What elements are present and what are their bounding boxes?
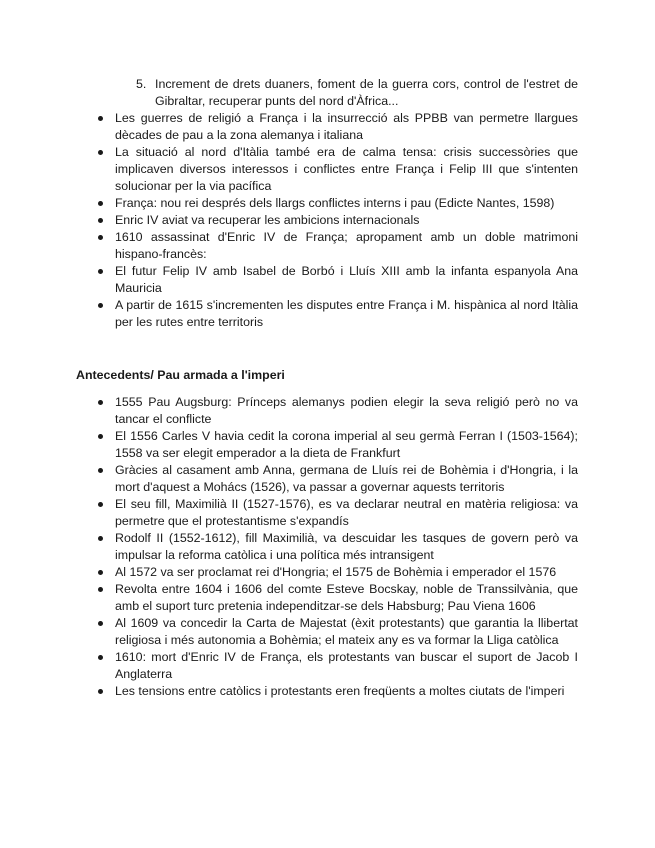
list-item-text: La situació al nord d'Itàlia també era de calma tensa: crisis successòries que implicaven diversos interessos i conflictes entre França i Felip III que s'intenten solucionar per la via pacífica xyxy=(115,145,578,193)
bullet-icon xyxy=(98,655,103,660)
list-item xyxy=(95,263,578,297)
list-item xyxy=(95,144,578,195)
list-item xyxy=(95,649,578,683)
list-item-text: Rodolf II (1552-1612), fill Maximilià, va descuidar les tasques de govern però va impulsar la reforma catòlica i una política més intransigent xyxy=(115,531,578,562)
list-item-text: El futur Felip IV amb Isabel de Borbó i Lluís XIII amb la infanta espanyola Ana Mauricia xyxy=(115,264,578,295)
list-item-text: França: nou rei després dels llargs conflictes interns i pau (Edicte Nantes, 1598) xyxy=(115,196,555,210)
list-item xyxy=(95,212,578,229)
bullet-list-first xyxy=(95,110,578,331)
bullet-icon xyxy=(98,235,103,240)
bullet-icon xyxy=(98,570,103,575)
numbered-list-item xyxy=(136,76,578,110)
bullet-icon xyxy=(98,303,103,308)
list-item xyxy=(95,462,578,496)
list-item-text: Al 1572 va ser proclamat rei d'Hongria; el 1575 de Bohèmia i emperador el 1576 xyxy=(115,565,557,579)
bullet-list-second xyxy=(95,394,578,700)
list-item xyxy=(95,683,578,700)
list-item-text: Les tensions entre catòlics i protestants eren freqüents a moltes ciutats de l'imperi xyxy=(115,684,565,698)
list-item-text: Increment de drets duaners, foment de la guerra cors, control de l'estret de Gibraltar, recuperar punts del nord d'Àfrica... xyxy=(155,77,578,108)
list-item-text: El 1556 Carles V havia cedit la corona imperial al seu germà Ferran I (1503-1564); 1558 va ser elegit emperador a la dieta de Frankfurt xyxy=(115,429,578,460)
bullet-icon xyxy=(98,150,103,155)
list-item-text: 1610 assassinat d'Enric IV de França; apropament amb un doble matrimoni hispano-francès: xyxy=(115,230,578,261)
bullet-icon xyxy=(98,201,103,206)
bullet-icon xyxy=(98,400,103,405)
list-item-text: Al 1609 va concedir la Carta de Majestat (èxit protestants) que garantia la llibertat religiosa i més autonomia a Bohèmia; el mateix any es va formar la Lliga catòlica xyxy=(115,616,578,647)
bullet-icon xyxy=(98,502,103,507)
list-item-text: El seu fill, Maximilià II (1527-1576), es va declarar neutral en matèria religiosa: va permetre que el protestantisme s'expandís xyxy=(115,497,578,528)
list-item-text: Les guerres de religió a França i la insurrecció als PPBB van permetre llargues dècades de pau a la zona alemanya i italiana xyxy=(115,111,578,142)
bullet-icon xyxy=(98,434,103,439)
list-number: 5. xyxy=(136,77,147,91)
list-item xyxy=(95,110,578,144)
list-item xyxy=(95,297,578,331)
bullet-icon xyxy=(98,269,103,274)
list-item xyxy=(95,496,578,530)
bullet-icon xyxy=(98,621,103,626)
list-item xyxy=(95,394,578,428)
list-item-text: A partir de 1615 s'incrementen les disputes entre França i M. hispànica al nord Itàlia per les rutes entre territoris xyxy=(115,298,578,329)
list-item xyxy=(95,530,578,564)
list-item xyxy=(95,428,578,462)
list-item-text: Enric IV aviat va recuperar les ambicions internacionals xyxy=(115,213,420,227)
list-item-text: 1555 Pau Augsburg: Prínceps alemanys podien elegir la seva religió però no va tancar el conflicte xyxy=(115,395,578,426)
list-item-text: Gràcies al casament amb Anna, germana de Lluís rei de Bohèmia i d'Hongria, i la mort d'aquest a Mohács (1526), va passar a governar aquests territoris xyxy=(115,463,578,494)
bullet-icon xyxy=(98,536,103,541)
list-item xyxy=(95,581,578,615)
list-item-text: Revolta entre 1604 i 1606 del comte Esteve Bocskay, noble de Transsilvània, que amb el suport turc pretenia independitzar-se dels Habsburg; Pau Viena 1606 xyxy=(115,582,578,613)
list-item xyxy=(95,564,578,581)
bullet-icon xyxy=(98,587,103,592)
bullet-icon xyxy=(98,218,103,223)
bullet-icon xyxy=(98,116,103,121)
list-item xyxy=(95,615,578,649)
bullet-icon xyxy=(98,689,103,694)
bullet-icon xyxy=(98,468,103,473)
list-item xyxy=(95,229,578,263)
list-item xyxy=(95,195,578,212)
list-item-text: 1610: mort d'Enric IV de França, els protestants van buscar el suport de Jacob I Anglaterra xyxy=(115,650,578,681)
section-heading: Antecedents/ Pau armada a l'imperi xyxy=(76,368,285,382)
